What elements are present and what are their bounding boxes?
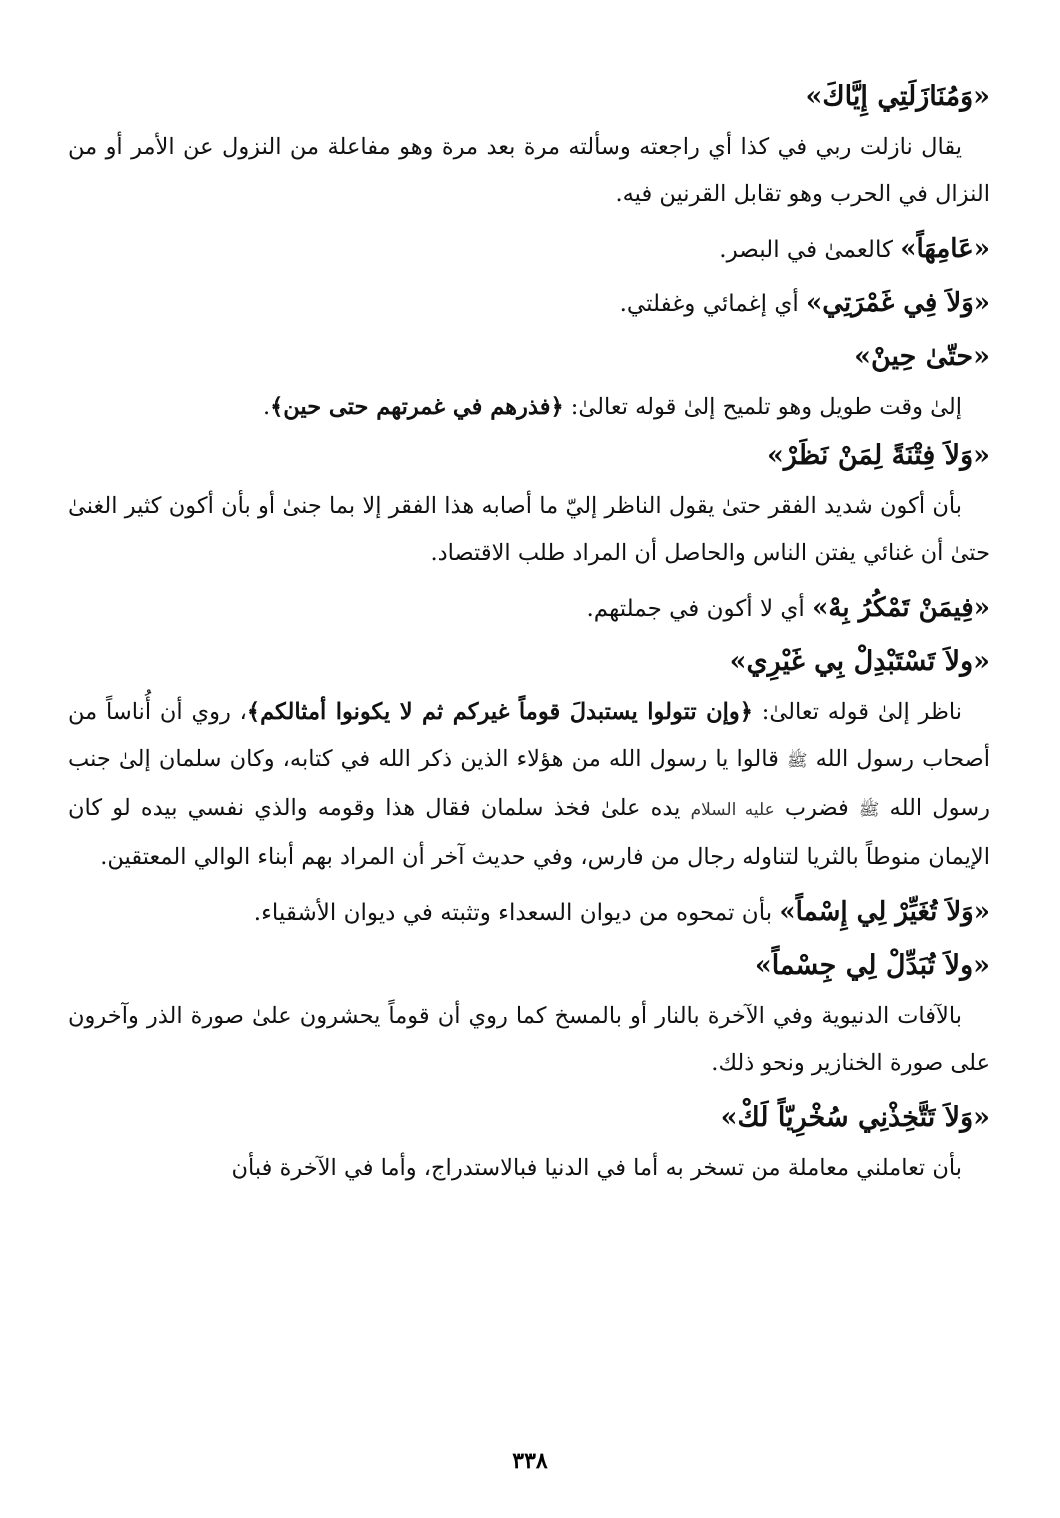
entry-line	[68, 278, 990, 332]
entry-heading: «حتّىٰ حِينْ»	[854, 341, 990, 372]
entry-paragraph	[68, 1145, 990, 1192]
paragraph-text: بأن أكون شديد الفقر حتىٰ يقول الناظر إليّ ما أصابه هذا الفقر إلا بما جنىٰ أو بأن أكون كثير الغنىٰ حتىٰ أن غنائي يفتن الناس والحاصل أن المراد طلب الاقتصاد.	[68, 493, 990, 566]
entry-heading: «وَلاَ فِي غَمْرَتِي»	[806, 288, 990, 318]
quran-quote: ﴿فذرهم في غمرتهم حتى حين﴾	[270, 394, 564, 420]
paragraph-text: يده علىٰ فخذ سلمان فقال هذا وقومه والذي نفسي بيده لو كان الإيمان منوطاً بالثريا لتناوله رجال من فارس، وفي حديث آخر أن المراد بهم أبناء الوالي المعتقين.	[68, 795, 990, 870]
salawat-glyph: ﷺ	[858, 800, 880, 820]
entry-line	[68, 224, 990, 278]
paragraph-text: بأن تعاملني معاملة من تسخر به أما في الدنيا فبالاستدراج، وأما في الآخرة فبأن	[231, 1155, 962, 1181]
entry-text: كالعمىٰ في البصر.	[719, 237, 901, 263]
salawat-glyph: ﷺ	[786, 751, 808, 771]
paragraph-text: .	[262, 394, 271, 420]
entry-heading: «ولاَ تَسْتَبْدِلْ بِي غَيْرِي»	[729, 646, 990, 677]
entry-paragraph	[68, 124, 990, 218]
entry-heading: «وَمُنَازَلَتِي إِيَّاكَ»	[805, 81, 990, 112]
page-number: ٣٣٨	[512, 1448, 548, 1473]
quran-quote: ﴿وإن تتولوا يستبدلَ قوماً غيركم ثم لا يكونوا أمثالكم﴾	[246, 699, 753, 725]
paragraph-text: ناظر إلىٰ قوله تعالىٰ:	[752, 699, 962, 725]
entry-heading: «فِيمَنْ تَمْكُرُ بِهْ»	[812, 593, 990, 623]
paragraph-text: قالوا يا رسول الله من هؤلاء الذين ذكر الله في كتابه، وكان سلمان إلىٰ جنب رسول الله	[68, 746, 990, 821]
entry-line	[68, 887, 990, 941]
entry-paragraph	[68, 689, 990, 881]
entry-heading: «وَلاَ فِتْنَةً لِمَنْ نَظَرْ»	[766, 440, 990, 471]
paragraph-text: فضرب	[774, 795, 859, 821]
entry-line	[68, 583, 990, 637]
entry-text: أي لا أكون في جملتهم.	[586, 596, 813, 622]
salam-glyph: عليه السلام	[690, 800, 775, 820]
paragraph-text: إلىٰ وقت طويل وهو تلميح إلىٰ قوله تعالىٰ:	[563, 394, 962, 420]
entry-heading: «ولاَ تُبَدِّلْ لِي جِسْماً»	[754, 950, 990, 981]
entry-heading: «وَلاَ تَتَّخِذْنِي سُخْرِيّاً لَكْ»	[720, 1102, 990, 1133]
paragraph-text: بالآفات الدنيوية وفي الآخرة بالنار أو بالمسخ كما روي أن قوماً يحشرون علىٰ صورة الذر وآخرون على صورة الخنازير ونحو ذلك.	[68, 1003, 990, 1076]
entry-paragraph	[68, 384, 990, 431]
paragraph-text: ، روي أن أُناساً من أصحاب رسول الله	[68, 699, 990, 772]
entry-heading: «عَامِهَاً»	[900, 234, 990, 264]
entry-text: بأن تمحوه من ديوان السعداء وتثبته في ديوان الأشقياء.	[253, 900, 780, 926]
entry-text: أي إغمائي وغفلتي.	[619, 291, 807, 317]
entry-paragraph	[68, 483, 990, 577]
entry-paragraph	[68, 993, 990, 1087]
entry-heading: «وَلاَ تُغَيِّرْ لِي إِسْماً»	[779, 897, 990, 927]
paragraph-text: يقال نازلت ربي في كذا أي راجعته وسألته مرة بعد مرة وهو مفاعلة من النزول عن الأمر أو من النزال في الحرب وهو تقابل القرنين فيه.	[68, 134, 990, 207]
